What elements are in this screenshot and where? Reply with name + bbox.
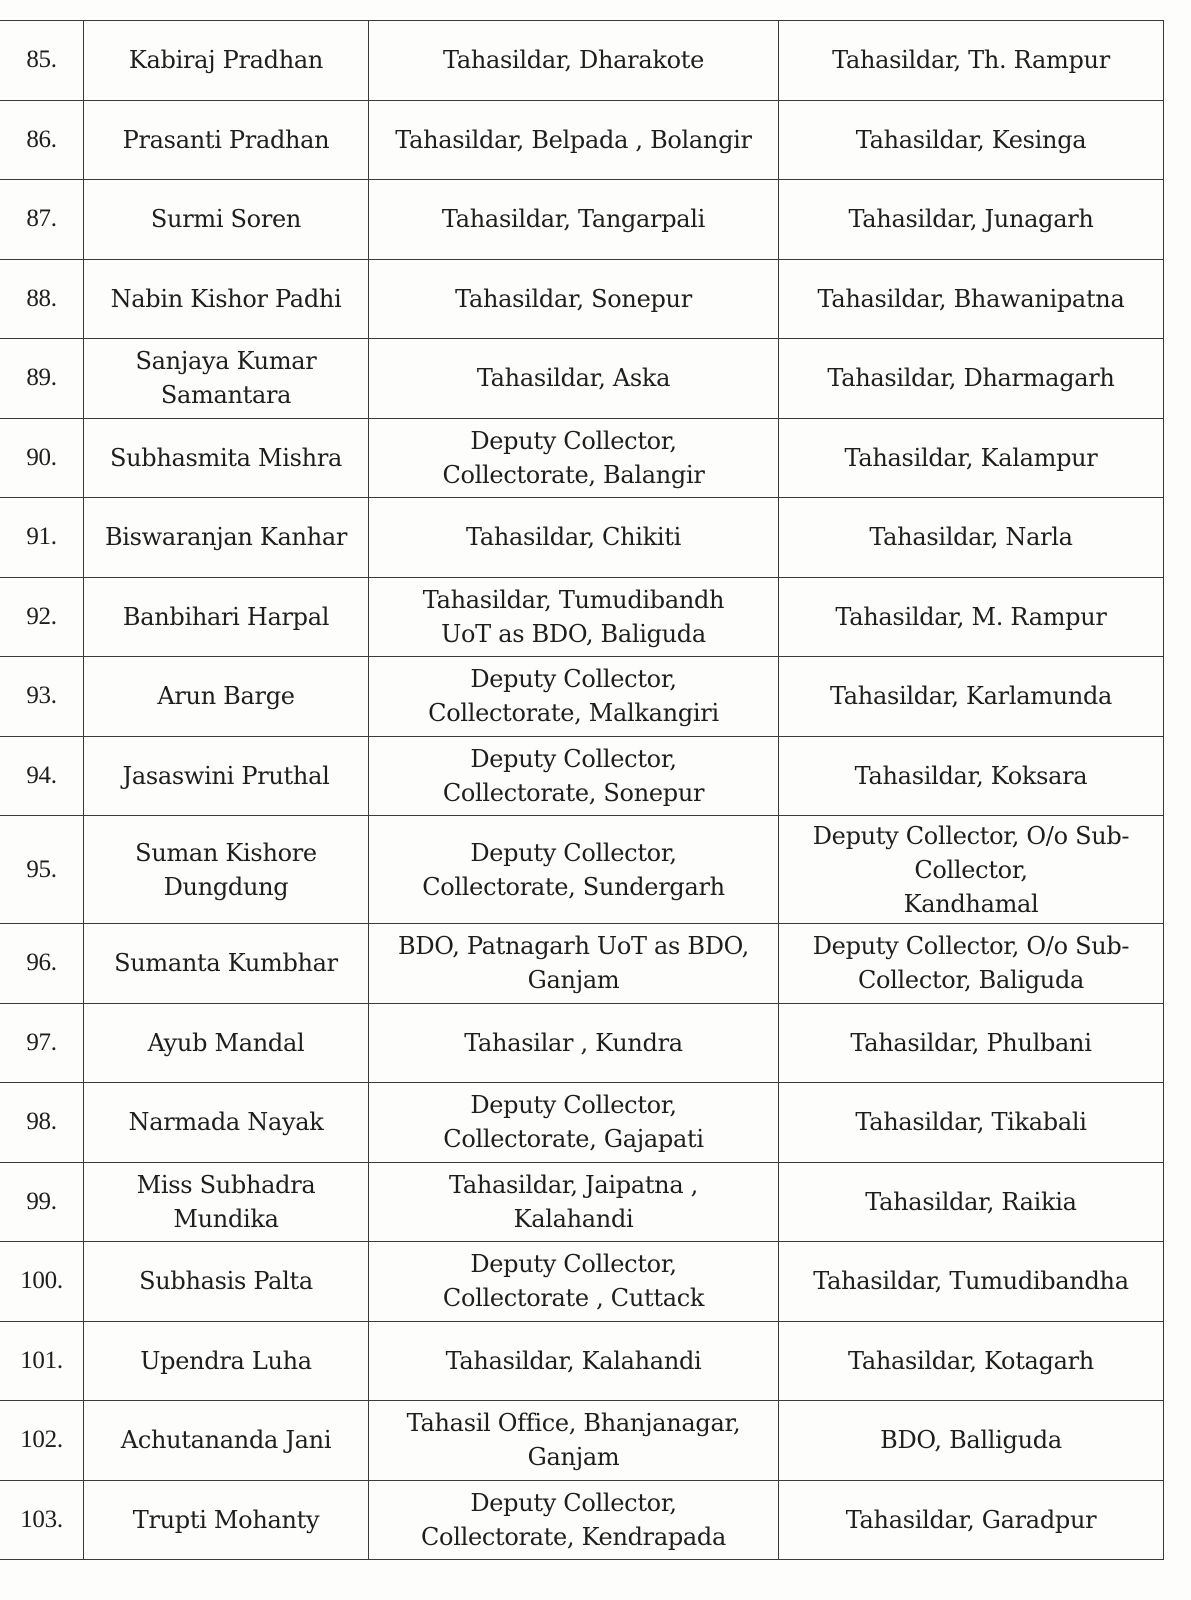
serial-number: 100. bbox=[0, 1242, 84, 1322]
serial-number: 103. bbox=[0, 1480, 84, 1560]
table-row bbox=[0, 924, 1164, 1004]
present-posting: Tahasildar, Dharakote bbox=[369, 21, 779, 101]
serial-number: 95. bbox=[0, 816, 84, 924]
serial-number: 85. bbox=[0, 21, 84, 101]
serial-number: 96. bbox=[0, 924, 84, 1004]
serial-number: 97. bbox=[0, 1003, 84, 1083]
new-posting: Tahasildar, Kotagarh bbox=[779, 1321, 1164, 1401]
serial-number: 98. bbox=[0, 1083, 84, 1163]
officer-name: Sanjaya Kumar Samantara bbox=[84, 339, 369, 419]
present-posting: Tahasildar, Belpada , Bolangir bbox=[369, 100, 779, 180]
new-posting: Tahasildar, Tikabali bbox=[779, 1083, 1164, 1163]
officer-name: Surmi Soren bbox=[84, 180, 369, 260]
table-row bbox=[0, 498, 1164, 578]
serial-number: 86. bbox=[0, 100, 84, 180]
officer-name: Miss Subhadra Mundika bbox=[84, 1162, 369, 1242]
new-posting: Tahasildar, Kesinga bbox=[779, 100, 1164, 180]
present-posting: Tahasildar, Chikiti bbox=[369, 498, 779, 578]
officer-name: Subhasmita Mishra bbox=[84, 418, 369, 498]
present-posting: Tahasildar, Kalahandi bbox=[369, 1321, 779, 1401]
new-posting: Tahasildar, Junagarh bbox=[779, 180, 1164, 260]
table-row bbox=[0, 100, 1164, 180]
officer-name: Prasanti Pradhan bbox=[84, 100, 369, 180]
table-row bbox=[0, 1242, 1164, 1322]
new-posting: Tahasildar, Tumudibandha bbox=[779, 1242, 1164, 1322]
officer-name: Subhasis Palta bbox=[84, 1242, 369, 1322]
officer-name: Achutananda Jani bbox=[84, 1401, 369, 1481]
officer-name: Nabin Kishor Padhi bbox=[84, 259, 369, 339]
serial-number: 102. bbox=[0, 1401, 84, 1481]
serial-number: 91. bbox=[0, 498, 84, 578]
present-posting: Tahasilar , Kundra bbox=[369, 1003, 779, 1083]
new-posting: Tahasildar, Bhawanipatna bbox=[779, 259, 1164, 339]
present-posting: Deputy Collector, Collectorate, Sundergarh bbox=[369, 816, 779, 924]
new-posting: Tahasildar, Kalampur bbox=[779, 418, 1164, 498]
new-posting: Tahasildar, M. Rampur bbox=[779, 577, 1164, 657]
new-posting: Tahasildar, Raikia bbox=[779, 1162, 1164, 1242]
officer-name: Suman Kishore Dungdung bbox=[84, 816, 369, 924]
table-row bbox=[0, 1003, 1164, 1083]
officer-name: Biswaranjan Kanhar bbox=[84, 498, 369, 578]
table-row bbox=[0, 657, 1164, 737]
officer-name: Banbihari Harpal bbox=[84, 577, 369, 657]
table-row bbox=[0, 180, 1164, 260]
present-posting: Tahasildar, Tumudibandh UoT as BDO, Baliguda bbox=[369, 577, 779, 657]
new-posting: Deputy Collector, O/o Sub- Collector, Baliguda bbox=[779, 924, 1164, 1004]
present-posting: Deputy Collector, Collectorate, Malkangiri bbox=[369, 657, 779, 737]
serial-number: 87. bbox=[0, 180, 84, 260]
present-posting: Deputy Collector, Collectorate, Balangir bbox=[369, 418, 779, 498]
table-row bbox=[0, 736, 1164, 816]
new-posting: BDO, Balliguda bbox=[779, 1401, 1164, 1481]
table-row bbox=[0, 259, 1164, 339]
new-posting: Tahasildar, Garadpur bbox=[779, 1480, 1164, 1560]
present-posting: Tahasildar, Aska bbox=[369, 339, 779, 419]
officer-name: Jasaswini Pruthal bbox=[84, 736, 369, 816]
serial-number: 90. bbox=[0, 418, 84, 498]
new-posting: Tahasildar, Th. Rampur bbox=[779, 21, 1164, 101]
serial-number: 88. bbox=[0, 259, 84, 339]
table-row bbox=[0, 1162, 1164, 1242]
present-posting: Tahasil Office, Bhanjanagar, Ganjam bbox=[369, 1401, 779, 1481]
officer-name: Ayub Mandal bbox=[84, 1003, 369, 1083]
table-row bbox=[0, 1083, 1164, 1163]
table-row bbox=[0, 577, 1164, 657]
serial-number: 94. bbox=[0, 736, 84, 816]
officer-name: Sumanta Kumbhar bbox=[84, 924, 369, 1004]
transfer-table-body bbox=[0, 21, 1164, 1560]
new-posting: Tahasildar, Koksara bbox=[779, 736, 1164, 816]
officer-name: Arun Barge bbox=[84, 657, 369, 737]
table-row bbox=[0, 1401, 1164, 1481]
new-posting: Tahasildar, Phulbani bbox=[779, 1003, 1164, 1083]
new-posting: Deputy Collector, O/o Sub- Collector, Kandhamal bbox=[779, 816, 1164, 924]
officer-name: Upendra Luha bbox=[84, 1321, 369, 1401]
serial-number: 92. bbox=[0, 577, 84, 657]
present-posting: Deputy Collector, Collectorate, Sonepur bbox=[369, 736, 779, 816]
officer-name: Narmada Nayak bbox=[84, 1083, 369, 1163]
serial-number: 89. bbox=[0, 339, 84, 419]
table-row bbox=[0, 1321, 1164, 1401]
serial-number: 101. bbox=[0, 1321, 84, 1401]
present-posting: Deputy Collector, Collectorate, Kendrapada bbox=[369, 1480, 779, 1560]
present-posting: Tahasildar, Sonepur bbox=[369, 259, 779, 339]
new-posting: Tahasildar, Karlamunda bbox=[779, 657, 1164, 737]
new-posting: Tahasildar, Narla bbox=[779, 498, 1164, 578]
table-row bbox=[0, 339, 1164, 419]
transfer-table bbox=[0, 20, 1164, 1560]
new-posting: Tahasildar, Dharmagarh bbox=[779, 339, 1164, 419]
present-posting: Tahasildar, Tangarpali bbox=[369, 180, 779, 260]
serial-number: 93. bbox=[0, 657, 84, 737]
present-posting: BDO, Patnagarh UoT as BDO, Ganjam bbox=[369, 924, 779, 1004]
officer-name: Kabiraj Pradhan bbox=[84, 21, 369, 101]
table-row bbox=[0, 1480, 1164, 1560]
table-row bbox=[0, 816, 1164, 924]
present-posting: Tahasildar, Jaipatna , Kalahandi bbox=[369, 1162, 779, 1242]
serial-number: 99. bbox=[0, 1162, 84, 1242]
table-row bbox=[0, 418, 1164, 498]
officer-name: Trupti Mohanty bbox=[84, 1480, 369, 1560]
present-posting: Deputy Collector, Collectorate , Cuttack bbox=[369, 1242, 779, 1322]
present-posting: Deputy Collector, Collectorate, Gajapati bbox=[369, 1083, 779, 1163]
table-row bbox=[0, 21, 1164, 101]
